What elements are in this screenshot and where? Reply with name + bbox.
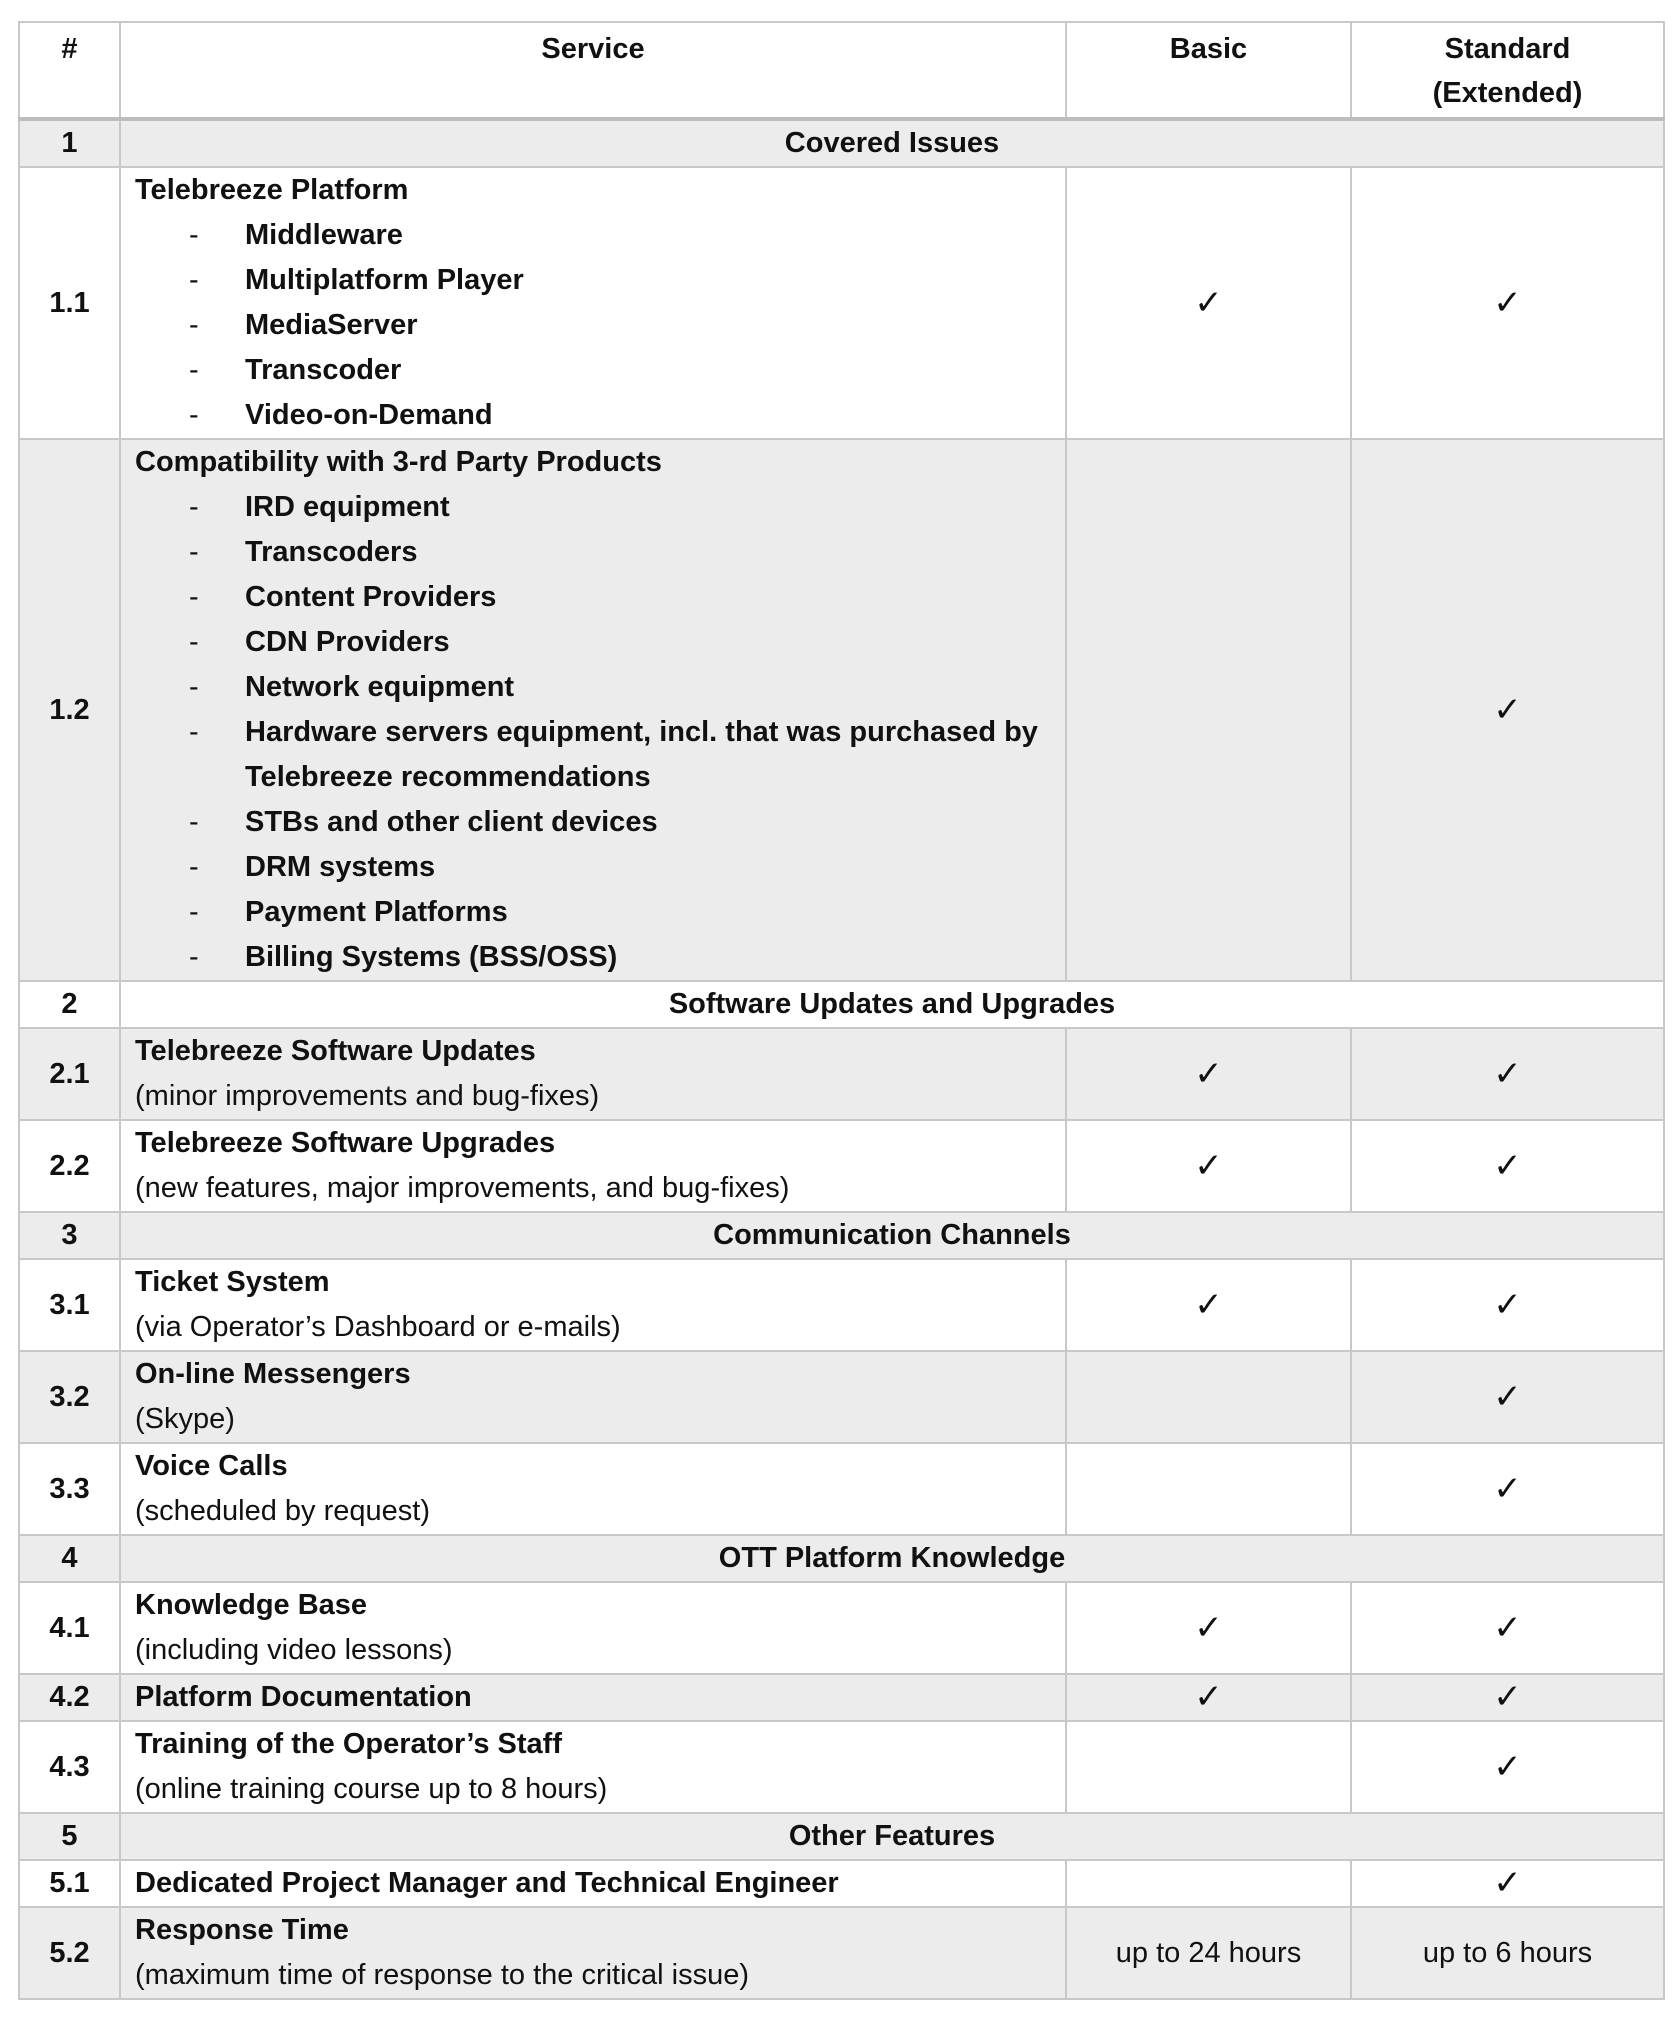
header-standard [1351, 22, 1664, 119]
section-title: OTT Platform Knowledge [120, 1535, 1664, 1582]
service-cell [120, 167, 1066, 439]
section-row [19, 981, 1664, 1028]
list-item: - Transcoders [135, 530, 1051, 575]
row-num: 3.1 [19, 1259, 120, 1351]
service-title: Dedicated Project Manager and Technical Engineer [135, 1867, 839, 1899]
standard-check-icon: ✓ [1351, 1259, 1664, 1351]
row-num: 2.2 [19, 1120, 120, 1212]
basic-empty-cell [1066, 1860, 1351, 1907]
service-cell [120, 1674, 1066, 1721]
basic-empty-cell [1066, 439, 1351, 981]
service-comparison-table [18, 21, 1665, 2000]
section-num: 1 [19, 119, 120, 167]
basic-response-time: up to 24 hours [1066, 1907, 1351, 1999]
table-row [19, 1259, 1664, 1351]
section-row [19, 1212, 1664, 1259]
basic-empty-cell [1066, 1443, 1351, 1535]
list-item: - Video-on-Demand [135, 393, 1051, 438]
section-row [19, 1535, 1664, 1582]
section-title: Covered Issues [120, 119, 1664, 167]
header-basic: Basic [1066, 22, 1351, 119]
service-title: On-line Messengers [135, 1358, 411, 1390]
service-title: Platform Documentation [135, 1681, 472, 1713]
service-title: Knowledge Base [135, 1589, 368, 1621]
service-title: Telebreeze Software Updates [135, 1035, 536, 1067]
basic-check-icon: ✓ [1066, 167, 1351, 439]
table-row [19, 1120, 1664, 1212]
row-num: 2.1 [19, 1028, 120, 1120]
service-title: Telebreeze Software Upgrades [135, 1127, 556, 1159]
service-title: Ticket System [135, 1266, 330, 1298]
table-row [19, 1674, 1664, 1721]
service-subtitle: (maximum time of response to the critical issue) [135, 1959, 750, 1991]
table-row [19, 1028, 1664, 1120]
service-cell [120, 1860, 1066, 1907]
list-item: - Billing Systems (BSS/OSS) [135, 935, 1051, 980]
standard-check-icon: ✓ [1351, 1860, 1664, 1907]
basic-check-icon: ✓ [1066, 1028, 1351, 1120]
standard-check-icon: ✓ [1351, 1351, 1664, 1443]
service-subtitle: (Skype) [135, 1403, 235, 1435]
header-row [19, 22, 1664, 119]
list-item: - Payment Platforms [135, 890, 1051, 935]
list-item: - Network equipment [135, 665, 1051, 710]
header-service: Service [120, 22, 1066, 119]
service-cell [120, 1582, 1066, 1674]
table-row [19, 1860, 1664, 1907]
list-item: - Multiplatform Player [135, 258, 1051, 303]
component-list [135, 485, 1051, 980]
row-num: 3.3 [19, 1443, 120, 1535]
row-num: 4.1 [19, 1582, 120, 1674]
list-item: - Middleware [135, 213, 1051, 258]
service-subtitle: (online training course up to 8 hours) [135, 1773, 608, 1805]
basic-empty-cell [1066, 1721, 1351, 1813]
list-item: - Content Providers [135, 575, 1051, 620]
table-row [19, 167, 1664, 439]
service-table-container [18, 21, 1663, 2000]
row-num: 4.3 [19, 1721, 120, 1813]
section-num: 3 [19, 1212, 120, 1259]
header-standard-line2: (Extended) [1432, 77, 1583, 109]
service-cell [120, 1028, 1066, 1120]
list-item: - Hardware servers equipment, incl. that was purchased by Telebreeze recommendations [135, 710, 1051, 800]
service-subtitle: (scheduled by request) [135, 1495, 430, 1527]
section-row [19, 119, 1664, 167]
list-item: - DRM systems [135, 845, 1051, 890]
service-subtitle: (via Operator’s Dashboard or e-mails) [135, 1311, 621, 1343]
list-item: - MediaServer [135, 303, 1051, 348]
service-title: Compatibility with 3-rd Party Products [135, 446, 662, 478]
table-row [19, 1351, 1664, 1443]
row-num: 4.2 [19, 1674, 120, 1721]
section-row [19, 1813, 1664, 1860]
standard-check-icon: ✓ [1351, 1028, 1664, 1120]
table-row [19, 1582, 1664, 1674]
standard-response-time: up to 6 hours [1351, 1907, 1664, 1999]
service-subtitle: (minor improvements and bug-fixes) [135, 1080, 600, 1112]
section-title: Software Updates and Upgrades [120, 981, 1664, 1028]
basic-empty-cell [1066, 1351, 1351, 1443]
component-list [135, 213, 1051, 438]
section-title: Communication Channels [120, 1212, 1664, 1259]
service-cell [120, 1907, 1066, 1999]
list-item: - STBs and other client devices [135, 800, 1051, 845]
service-cell [120, 1443, 1066, 1535]
standard-check-icon: ✓ [1351, 439, 1664, 981]
header-standard-line1: Standard [1444, 33, 1571, 65]
row-num: 1.2 [19, 439, 120, 981]
header-num: # [19, 22, 120, 119]
row-num: 3.2 [19, 1351, 120, 1443]
section-num: 2 [19, 981, 120, 1028]
section-title: Other Features [120, 1813, 1664, 1860]
service-subtitle: (new features, major improvements, and bug-fixes) [135, 1172, 790, 1204]
service-cell [120, 439, 1066, 981]
list-item: - Transcoder [135, 348, 1051, 393]
standard-check-icon: ✓ [1351, 1674, 1664, 1721]
table-row [19, 1907, 1664, 1999]
basic-check-icon: ✓ [1066, 1259, 1351, 1351]
service-cell [120, 1721, 1066, 1813]
basic-check-icon: ✓ [1066, 1582, 1351, 1674]
section-num: 4 [19, 1535, 120, 1582]
standard-check-icon: ✓ [1351, 1582, 1664, 1674]
table-row [19, 1443, 1664, 1535]
standard-check-icon: ✓ [1351, 167, 1664, 439]
service-cell [120, 1259, 1066, 1351]
section-num: 5 [19, 1813, 120, 1860]
service-title: Telebreeze Platform [135, 174, 409, 206]
row-num: 1.1 [19, 167, 120, 439]
standard-check-icon: ✓ [1351, 1443, 1664, 1535]
service-title: Voice Calls [135, 1450, 288, 1482]
service-subtitle: (including video lessons) [135, 1634, 453, 1666]
row-num: 5.1 [19, 1860, 120, 1907]
service-title: Response Time [135, 1914, 349, 1946]
service-cell [120, 1351, 1066, 1443]
standard-check-icon: ✓ [1351, 1120, 1664, 1212]
list-item: - CDN Providers [135, 620, 1051, 665]
table-row [19, 439, 1664, 981]
standard-check-icon: ✓ [1351, 1721, 1664, 1813]
list-item: - IRD equipment [135, 485, 1051, 530]
row-num: 5.2 [19, 1907, 120, 1999]
service-cell [120, 1120, 1066, 1212]
service-title: Training of the Operator’s Staff [135, 1728, 562, 1760]
basic-check-icon: ✓ [1066, 1674, 1351, 1721]
basic-check-icon: ✓ [1066, 1120, 1351, 1212]
table-row [19, 1721, 1664, 1813]
